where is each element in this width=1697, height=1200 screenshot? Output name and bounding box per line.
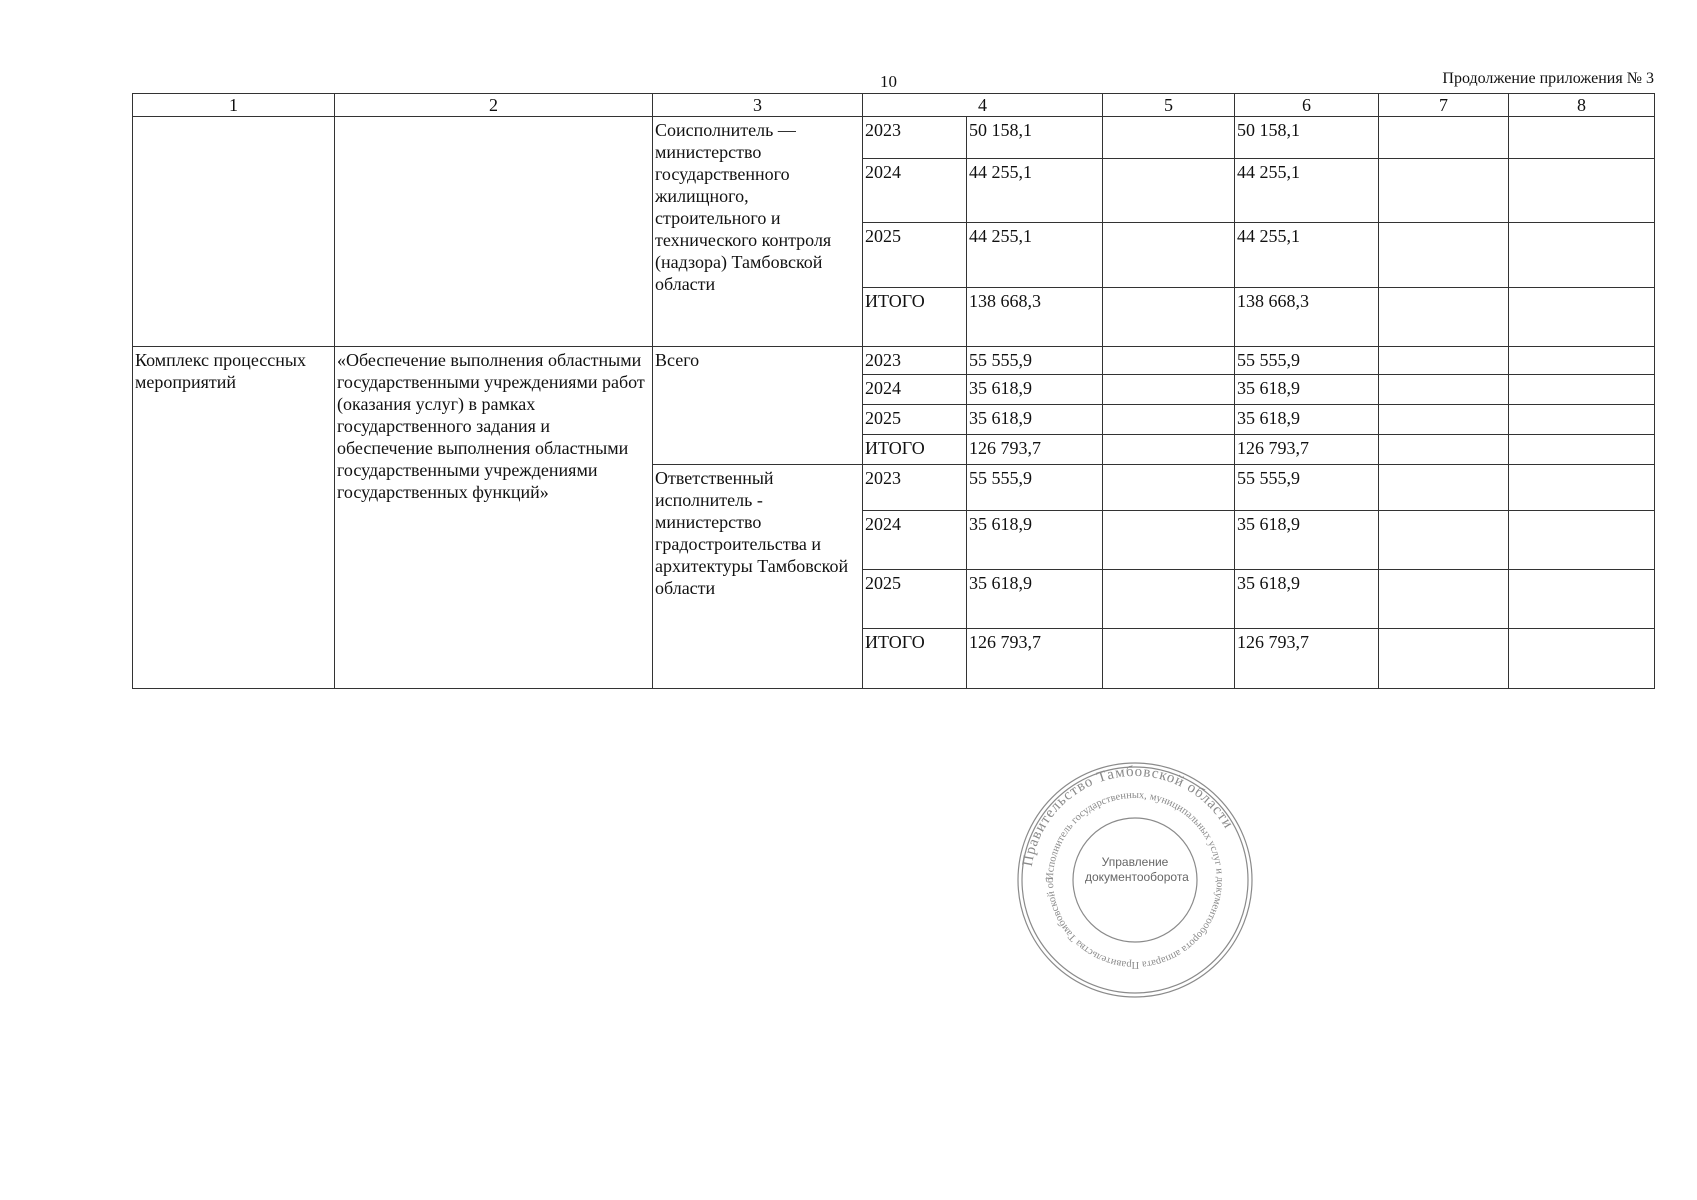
total-cell: 35 618,9: [967, 511, 1103, 570]
total-cell: 55 555,9: [967, 465, 1103, 511]
total-cell: 138 668,3: [967, 288, 1103, 347]
col7-cell: [1379, 435, 1509, 465]
col7-cell: [1379, 223, 1509, 288]
column-number-row: [133, 94, 1655, 117]
col7-cell: [1379, 629, 1509, 689]
total-cell: 50 158,1: [967, 117, 1103, 159]
column-number: 6: [1235, 94, 1379, 117]
col5-cell: [1103, 511, 1235, 570]
col8-cell: [1509, 375, 1655, 405]
year-cell: 2023: [863, 465, 967, 511]
budget-cell: 138 668,3: [1235, 288, 1379, 347]
total-cell: 44 255,1: [967, 159, 1103, 223]
year-cell: 2023: [863, 117, 967, 159]
budget-cell: 44 255,1: [1235, 159, 1379, 223]
col8-cell: [1509, 435, 1655, 465]
table-row: [133, 347, 1655, 375]
budget-cell: 55 555,9: [1235, 465, 1379, 511]
total-cell: 44 255,1: [967, 223, 1103, 288]
complex-type-label: Комплекс процессных мероприятий: [133, 347, 335, 689]
total-cell: 35 618,9: [967, 570, 1103, 629]
column-number: 8: [1509, 94, 1655, 117]
stamp-outer-text: Правительство Тамбовской области: [1019, 763, 1237, 868]
complex-name-label: «Обеспечение выполнения областными государственными учреждениями работ (оказания услуг) в рамках государственного задания и обеспечение выполнения областными государственными учреждениями государственных функций»: [335, 347, 653, 689]
responsible-executor-label: Ответственный исполнитель - министерство градостроительства и архитектуры Тамбовской области: [653, 465, 863, 689]
col8-cell: [1509, 570, 1655, 629]
col5-cell: [1103, 435, 1235, 465]
year-cell: 2025: [863, 223, 967, 288]
budget-cell: 35 618,9: [1235, 511, 1379, 570]
col8-cell: [1509, 288, 1655, 347]
year-cell: 2024: [863, 375, 967, 405]
column-number: 1: [133, 94, 335, 117]
column-number: 2: [335, 94, 653, 117]
column-number: 5: [1103, 94, 1235, 117]
stamp-middle-text: Исполнитель государственных, муниципальных услуг и документооборота аппарата Правительства Тамбовской об: [1044, 789, 1226, 971]
col8-cell: [1509, 159, 1655, 223]
financing-table: [132, 93, 1655, 689]
col5-cell: [1103, 347, 1235, 375]
col5-cell: [1103, 375, 1235, 405]
stamp-center-text: Управление документооборота: [1085, 855, 1189, 884]
col8-cell: [1509, 405, 1655, 435]
table-row: [133, 117, 1655, 159]
col7-cell: [1379, 347, 1509, 375]
budget-cell: 35 618,9: [1235, 570, 1379, 629]
budget-cell: 50 158,1: [1235, 117, 1379, 159]
total-cell: 35 618,9: [967, 375, 1103, 405]
col8-cell: [1509, 347, 1655, 375]
budget-cell: 126 793,7: [1235, 435, 1379, 465]
official-stamp: [1015, 760, 1255, 1000]
column-number: 4: [863, 94, 1103, 117]
col8-cell: [1509, 629, 1655, 689]
col5-cell: [1103, 159, 1235, 223]
col5-cell: [1103, 465, 1235, 511]
col7-cell: [1379, 465, 1509, 511]
col5-cell: [1103, 223, 1235, 288]
col5-cell: [1103, 405, 1235, 435]
col8-cell: [1509, 465, 1655, 511]
year-cell: ИТОГО: [863, 288, 967, 347]
all-label: Всего: [653, 347, 863, 465]
col5-cell: [1103, 629, 1235, 689]
page-number: 10: [880, 72, 897, 91]
col7-cell: [1379, 117, 1509, 159]
empty-name-cell: [335, 117, 653, 347]
col7-cell: [1379, 570, 1509, 629]
appendix-continuation-note: Продолжение приложения № 3: [1442, 70, 1654, 87]
empty-type-cell: [133, 117, 335, 347]
budget-cell: 44 255,1: [1235, 223, 1379, 288]
total-cell: 55 555,9: [967, 347, 1103, 375]
budget-cell: 35 618,9: [1235, 375, 1379, 405]
year-cell: 2024: [863, 511, 967, 570]
col8-cell: [1509, 223, 1655, 288]
budget-cell: 126 793,7: [1235, 629, 1379, 689]
total-cell: 35 618,9: [967, 405, 1103, 435]
year-cell: 2023: [863, 347, 967, 375]
total-cell: 126 793,7: [967, 629, 1103, 689]
col5-cell: [1103, 570, 1235, 629]
budget-cell: 55 555,9: [1235, 347, 1379, 375]
column-number: 7: [1379, 94, 1509, 117]
col5-cell: [1103, 288, 1235, 347]
col7-cell: [1379, 511, 1509, 570]
col8-cell: [1509, 117, 1655, 159]
col7-cell: [1379, 405, 1509, 435]
total-cell: 126 793,7: [967, 435, 1103, 465]
budget-cell: 35 618,9: [1235, 405, 1379, 435]
year-cell: ИТОГО: [863, 629, 967, 689]
coexecutor-label: Соисполнитель — министерство государственного жилищного, строительного и технического контроля (надзора) Тамбовской области: [653, 117, 863, 347]
col8-cell: [1509, 511, 1655, 570]
col5-cell: [1103, 117, 1235, 159]
col7-cell: [1379, 288, 1509, 347]
year-cell: 2025: [863, 570, 967, 629]
year-cell: 2025: [863, 405, 967, 435]
col7-cell: [1379, 375, 1509, 405]
column-number: 3: [653, 94, 863, 117]
col7-cell: [1379, 159, 1509, 223]
year-cell: ИТОГО: [863, 435, 967, 465]
year-cell: 2024: [863, 159, 967, 223]
